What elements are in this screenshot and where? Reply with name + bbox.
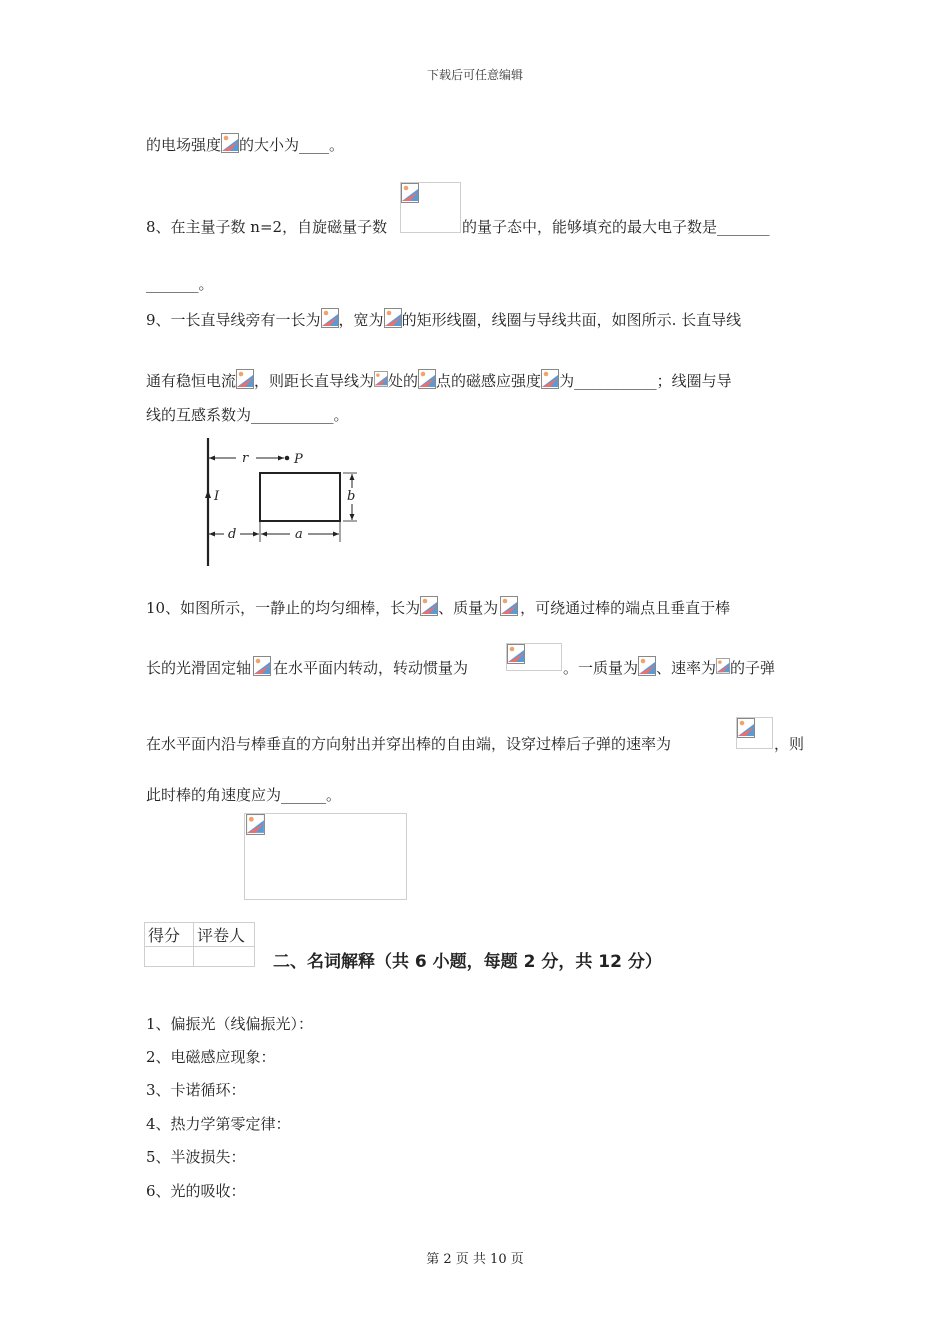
- text-segment: 、质量为: [438, 599, 499, 617]
- broken-image-icon: [245, 814, 266, 835]
- section-title: 二、名词解释（共 6 小题，每题 2 分，共 12 分）: [273, 952, 662, 972]
- formula-image-placeholder: [506, 643, 562, 671]
- question-8-part3: _______。: [146, 275, 214, 293]
- label-b: b: [347, 489, 356, 504]
- broken-image-icon: [236, 369, 254, 389]
- page-footer: 第 2 页 共 10 页: [426, 1252, 524, 1267]
- question-8-part1: 8、在主量子数 n=2，自旋磁量子数: [146, 218, 388, 236]
- grader-header: 评卷人: [194, 923, 255, 947]
- score-cell: [145, 947, 194, 967]
- list-item: 6、光的吸收：: [146, 1182, 246, 1200]
- label-r: r: [242, 451, 249, 466]
- list-item: 3、卡诺循环：: [146, 1081, 246, 1099]
- broken-image-icon: [221, 133, 239, 153]
- question-10-line2-left: [146, 656, 468, 679]
- broken-image-icon: [716, 656, 730, 676]
- question-10-line3-end: ，则: [774, 735, 805, 753]
- prev-question-line: [146, 133, 344, 156]
- formula-image-placeholder: [736, 717, 773, 749]
- list-item: 4、热力学第零定律：: [146, 1115, 291, 1133]
- broken-image-icon: [401, 183, 419, 203]
- question-10-line3: 在水平面内沿与棒垂直的方向射出并穿出棒的自由端，设穿过棒后子弹的速率为: [146, 735, 672, 753]
- wire-loop-figure: [196, 436, 366, 568]
- list-item: 1、偏振光（线偏振光）：: [146, 1015, 314, 1033]
- formula-image-placeholder: [400, 182, 461, 233]
- point-p-marker: [285, 456, 290, 461]
- question-10-line1: [146, 596, 730, 619]
- grader-cell: [194, 947, 255, 967]
- text-segment: 处的: [388, 372, 419, 390]
- text-segment: 的子弹: [730, 659, 776, 677]
- broken-image-icon: [384, 308, 402, 328]
- text-segment: 9、一长直导线旁有一长为: [146, 311, 321, 329]
- text-segment: 通有稳恒电流: [146, 372, 237, 390]
- text-segment: ，则距长直导线为: [254, 372, 375, 390]
- label-i: I: [214, 489, 220, 504]
- text-segment: 的电场强度: [146, 136, 222, 154]
- question-9-line3: 线的互感系数为___________。: [146, 406, 349, 424]
- broken-image-icon: [737, 718, 755, 738]
- text-segment: 的矩形线圈，线圈与导线共面，如图所示. 长直导线: [401, 311, 742, 329]
- list-item: 2、电磁感应现象：: [146, 1048, 276, 1066]
- list-item: 5、半波损失：: [146, 1148, 246, 1166]
- broken-image-icon: [374, 369, 388, 389]
- broken-image-icon: [420, 596, 438, 616]
- broken-image-icon: [321, 308, 339, 328]
- text-segment: 点的磁感应强度: [436, 372, 542, 390]
- current-arrow: [205, 490, 211, 498]
- score-header: 得分: [145, 923, 194, 947]
- text-segment: 在水平面内转动，转动惯量为: [273, 659, 469, 677]
- broken-image-icon: [418, 369, 436, 389]
- text-segment: 。一质量为: [563, 659, 639, 677]
- text-segment: 长的光滑固定轴: [146, 659, 252, 677]
- score-table: [144, 922, 255, 967]
- broken-image-icon: [251, 656, 273, 676]
- broken-image-icon: [507, 644, 525, 664]
- broken-image-icon: [498, 596, 520, 616]
- question-10-line2-right: [563, 656, 775, 679]
- text-segment: 、速率为: [656, 659, 717, 677]
- figure-image-placeholder: [244, 813, 407, 900]
- label-p: P: [294, 452, 303, 467]
- text-segment: ，可绕通过棒的端点且垂直于棒: [520, 599, 731, 617]
- rectangular-loop: [260, 473, 340, 521]
- label-a: a: [295, 527, 303, 542]
- broken-image-icon: [541, 369, 559, 389]
- text-segment: 为___________；线圈与导: [559, 372, 732, 390]
- broken-image-icon: [638, 656, 656, 676]
- label-d: d: [228, 527, 237, 542]
- text-segment: 10、如图所示，一静止的均匀细棒，长为: [146, 599, 421, 617]
- question-9-line1: [146, 308, 741, 331]
- page-header: 下载后可任意编辑: [426, 68, 523, 82]
- question-10-line4: 此时棒的角速度应为______。: [146, 786, 342, 804]
- question-9-line2: [146, 369, 732, 392]
- text-segment: ，宽为: [338, 311, 384, 329]
- question-8-part2: 的量子态中，能够填充的最大电子数是_______: [462, 218, 770, 236]
- text-segment: 的大小为____。: [239, 136, 345, 154]
